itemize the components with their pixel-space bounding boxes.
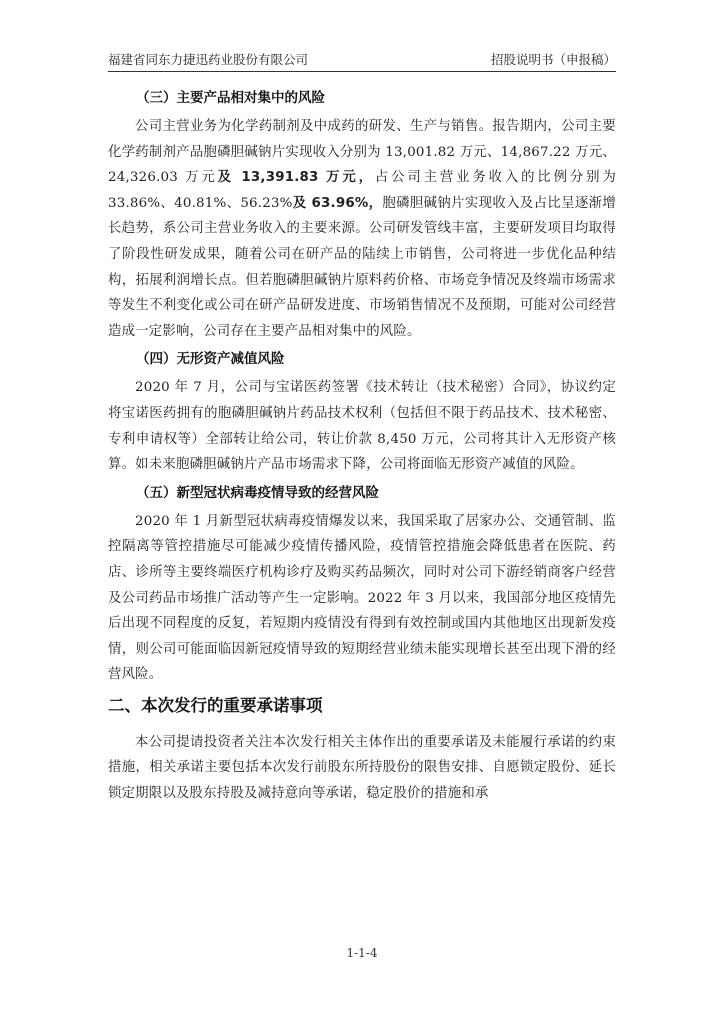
section-3-text-e: 胞磷胆碱钠片实现收入及占比呈逐渐增长趋势，系公司主营业务收入的主要来源。公司研发管线丰富，主要研发项目均取得了阶段性研发成果，随着公司在研产品的陆续上市销售，公司将进一步优化品种结构，拓展利润增长点。但若胞磷胆碱钠片原料药价格、市场竞争情况及终端市场需求等发生不利变化或公司在研产品研发进度、市场销售情况不及预期，可能对公司经营造成一定影响，公司存在主要产品相对集中的风险。 bbox=[108, 195, 616, 339]
header-company-name: 福建省同东力捷迅药业股份有限公司 bbox=[108, 52, 309, 67]
header-document-type: 招股说明书（申报稿） bbox=[490, 52, 616, 67]
section-3-text-a: 公司主营业务为化学药制剂及中成药的研发、生产与销售。报告期内，公司主要化学药制剂产品胞磷胆碱钠片实现收入分别为 13,001.82 万元、14,867.22 万元、24,326.03 万元 bbox=[108, 119, 616, 186]
part-2-paragraph: 本公司提请投资者关注本次发行相关主体作出的重要承诺及未能履行承诺的约束措施，相关承诺主要包括本次发行前股东所持股份的限售安排、自愿锁定股份、延长锁定期限以及股东持股及减持意向等承诺，稳定股价的措施和承 bbox=[108, 734, 616, 802]
section-4-heading: （四）无形资产减值风险 bbox=[136, 351, 285, 368]
header-divider bbox=[108, 71, 616, 72]
page-header bbox=[108, 50, 616, 70]
section-3-heading: （三）主要产品相对集中的风险 bbox=[136, 90, 325, 106]
section-4-paragraph: 2020 年 7 月，公司与宝诺医药签署《技术转让（技术秘密）合同》，协议约定将宝诺医药拥有的胞磷胆碱钠片药品技术权利（包括但不限于药品技术、技术秘密、专利申请权等）全部转让给公司，转让价款 8,450 万元，公司将其计入无形资产核算。如未来胞磷胆碱钠片产品市场需求下降，公司将面临无形资产减值的风险。 bbox=[108, 380, 616, 473]
section-3-text-c: 占公司主营业务收入的比例分别为 33.86%、40.81%、56.23% bbox=[108, 170, 617, 211]
part-2-heading: 二、本次发行的重要承诺事项 bbox=[108, 695, 323, 715]
section-5-paragraph: 2020 年 1 月新型冠状病毒疫情爆发以来，我国采取了居家办公、交通管制、监控隔离等管控措施尽可能减少疫情传播风险，疫情管控措施会降低患者在医院、药店、诊所等主要终端医疗机构诊疗及购买药品频次，同时对公司下游经销商客户经营及公司药品市场推广活动等产生一定影响。2022 年 3 月以来，我国部分地区疫情先后出现不同程度的反复，若短期内疫情没有得到有效控制或国内其他地区出现新发疫情，则公司可能面临因新冠疫情导致的短期经营业绩未能实现增长甚至出现下滑的经营风险。 bbox=[108, 513, 616, 683]
page-footer bbox=[0, 946, 724, 960]
section-3-paragraph bbox=[108, 114, 616, 344]
section-3-bold-value-b: 及 63.96%， bbox=[292, 195, 383, 211]
page-number: 1-1-4 bbox=[346, 946, 378, 960]
document-body bbox=[108, 86, 616, 812]
section-3-bold-value-a: 及 13,391.83 万元， bbox=[217, 170, 375, 186]
section-5-heading: （五）新型冠状病毒疫情导致的经营风险 bbox=[136, 484, 379, 501]
